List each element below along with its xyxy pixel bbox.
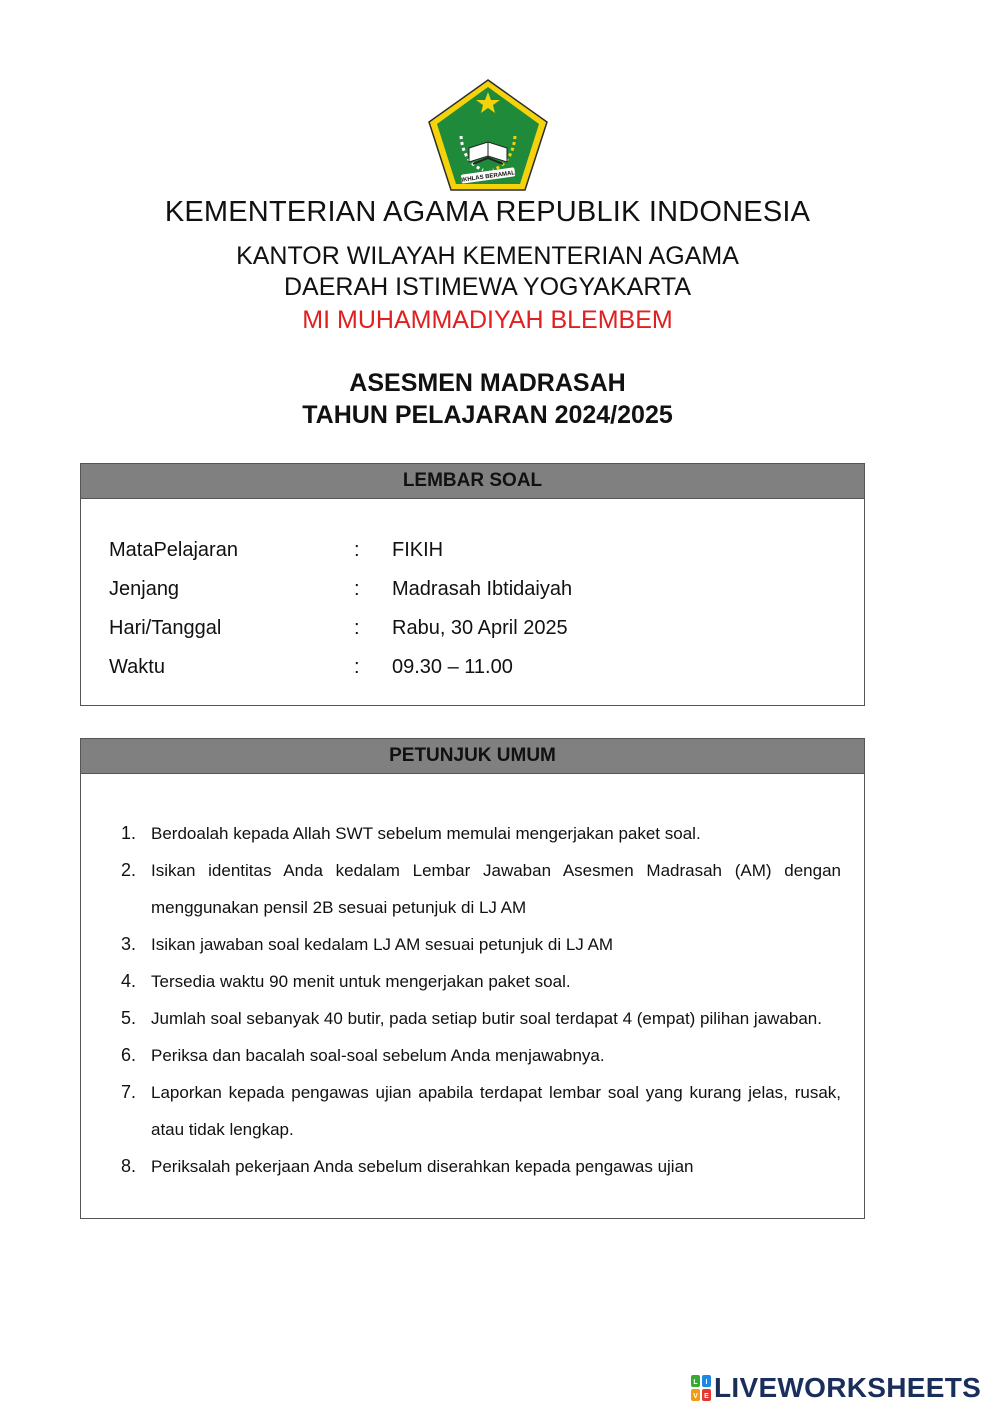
instructions-list [111,815,841,1185]
list-item-text: Laporkan kepada pengawas ujian apabila terdapat lembar soal yang kurang jelas, rusak, atau tidak lengkap. [151,1083,841,1139]
exam-info-heading: LEMBAR SOAL [81,464,864,499]
info-label: Jenjang [109,578,180,600]
list-item-text: Tersedia waktu 90 menit untuk mengerjakan paket soal. [151,972,571,991]
list-item-number: 3. [121,934,137,954]
list-item [111,926,841,963]
list-item [111,963,841,1000]
ministry-logo-icon [427,78,549,192]
info-label: Waktu [109,656,165,678]
info-separator: : [354,578,360,600]
list-item-number: 7. [121,1082,137,1102]
academic-year: TAHUN PELAJARAN 2024/2025 [302,401,673,429]
school-name: MI MUHAMMADIYAH BLEMBEM [302,306,673,334]
list-item-number: 2. [121,860,137,880]
info-value: 09.30 – 11.00 [392,656,513,678]
logo-motto: IKHLAS BERAMAL [461,170,516,184]
instructions-heading: PETUNJUK UMUM [81,739,864,774]
list-item-number: 5. [121,1008,137,1028]
exam-info-box [80,463,865,706]
liveworksheets-logo-icon [691,1375,711,1401]
list-item-text: Isikan identitas Anda kedalam Lembar Jawaban Asesmen Madrasah (AM) dengan menggunakan pensil 2B sesuai petunjuk di LJ AM [151,861,841,917]
svg-text:L: L [693,1379,698,1386]
list-item [111,815,841,852]
info-value: Madrasah Ibtidaiyah [392,578,573,600]
info-separator: : [354,617,360,639]
instructions-box [80,738,865,1219]
list-item [111,1148,841,1185]
list-item-text: Periksa dan bacalah soal-soal sebelum Anda menjawabnya. [151,1046,605,1065]
exam-title: ASESMEN MADRASAH [349,369,626,397]
svg-text:I: I [705,1379,708,1386]
info-value: Rabu, 30 April 2025 [392,617,568,639]
info-separator: : [354,539,360,561]
list-item-text: Jumlah soal sebanyak 40 butir, pada setiap butir soal terdapat 4 (empat) pilihan jawaban. [151,1009,822,1028]
list-item-number: 6. [121,1045,137,1065]
brand-name: LIVEWORKSHEETS [714,1372,982,1403]
info-separator: : [354,656,360,678]
region-name: DAERAH ISTIMEWA YOGYAKARTA [283,273,692,301]
svg-text:V: V [693,1393,698,1400]
regional-office-title: KANTOR WILAYAH KEMENTERIAN AGAMA [236,242,739,270]
list-item [111,1000,841,1037]
info-label: Hari/Tanggal [109,617,222,639]
list-item-number: 4. [121,971,137,991]
list-item [111,852,841,926]
list-item-text: Periksalah pekerjaan Anda sebelum diserahkan kepada pengawas ujian [151,1157,694,1176]
list-item [111,1037,841,1074]
list-item-number: 8. [121,1156,137,1176]
ministry-title: KEMENTERIAN AGAMA REPUBLIK INDONESIA [164,196,811,228]
list-item-text: Isikan jawaban soal kedalam LJ AM sesuai petunjuk di LJ AM [151,935,614,954]
info-label: MataPelajaran [109,539,238,561]
list-item-number: 1. [121,823,137,843]
list-item [111,1074,841,1148]
svg-text:E: E [704,1393,709,1400]
list-item-text: Berdoalah kepada Allah SWT sebelum memulai mengerjakan paket soal. [151,824,701,843]
info-value: FIKIH [392,539,444,561]
liveworksheets-brand[interactable] [691,1373,981,1403]
